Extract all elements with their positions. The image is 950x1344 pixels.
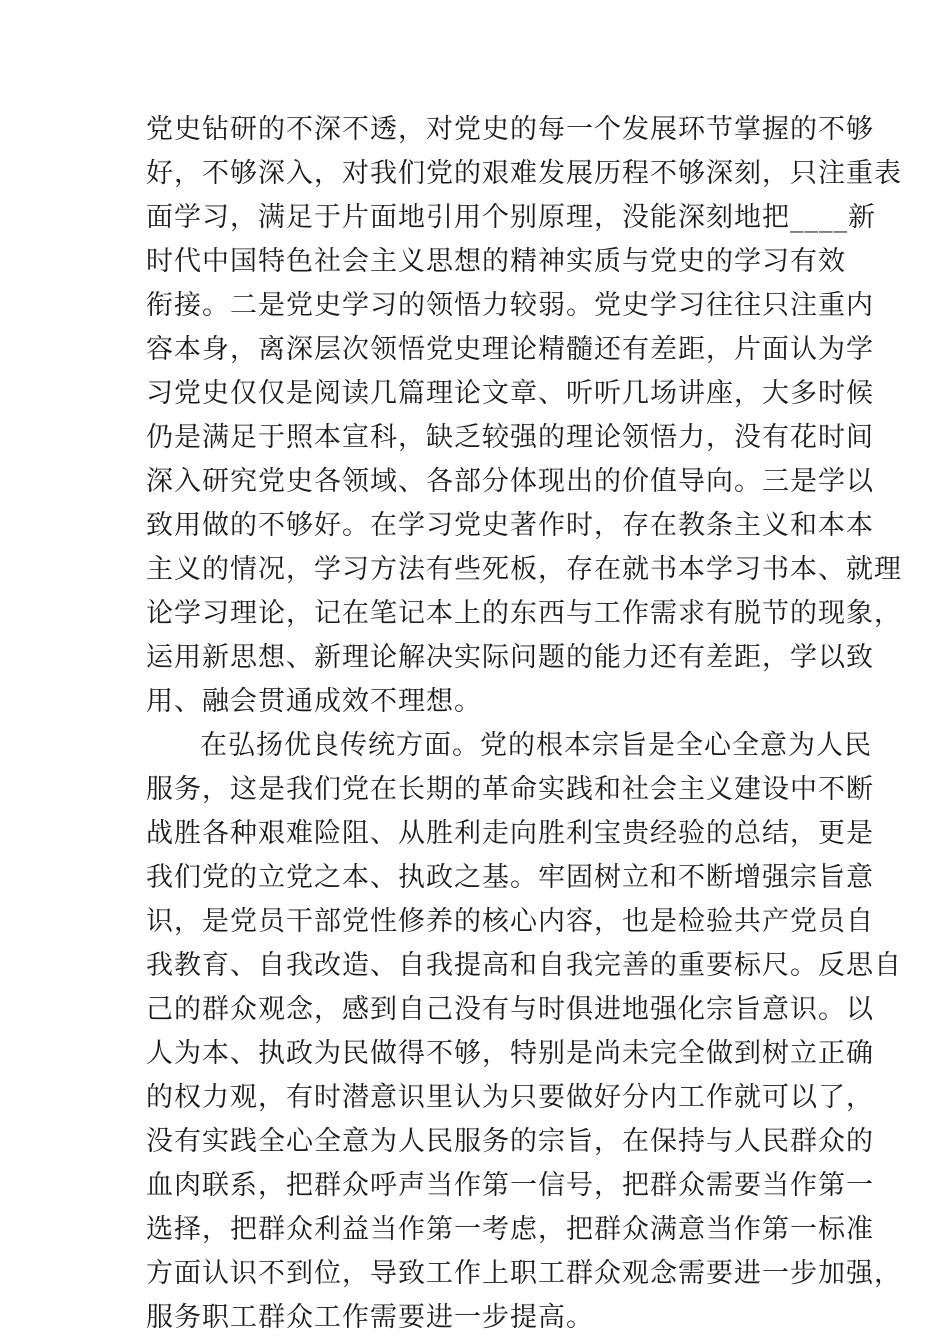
text-line: 深入研究党史各领域、各部分体现出的价值导向。三是学以 <box>146 466 874 497</box>
text-line: 在弘扬优良传统方面。党的根本宗旨是全心全意为人民 <box>200 730 872 761</box>
text-line: 好，不够深入，对我们党的艰难发展历程不够深刻，只注重表 <box>146 158 902 189</box>
text-line: 用、融会贯通成效不理想。 <box>146 686 482 717</box>
text-line: 战胜各种艰难险阻、从胜利走向胜利宝贵经验的总结，更是 <box>146 818 874 849</box>
text-line: 党史钻研的不深不透，对党史的每一个发展环节掌握的不够 <box>146 114 874 145</box>
text-line: 识，是党员干部党性修养的核心内容，也是检验共产党员自 <box>146 906 874 937</box>
text-line: 习党史仅仅是阅读几篇理论文章、听听几场讲座，大多时候 <box>146 378 874 409</box>
text-line: 仍是满足于照本宣科，缺乏较强的理论领悟力，没有花时间 <box>146 422 874 453</box>
text-line: 致用做的不够好。在学习党史著作时，存在教条主义和本本 <box>146 510 874 541</box>
text-line: 运用新思想、新理论解决实际问题的能力还有差距，学以致 <box>146 642 874 673</box>
text-line: 主义的情况，学习方法有些死板，存在就书本学习书本、就理 <box>146 554 902 585</box>
text-line: 人为本、执政为民做得不够，特别是尚未完全做到树立正确 <box>146 1038 874 1069</box>
text-line: 我教育、自我改造、自我提高和自我完善的重要标尺。反思自 <box>146 950 902 981</box>
text-line: 方面认识不到位，导致工作上职工群众观念需要进一步加强， <box>146 1258 902 1289</box>
paragraph-2 <box>146 724 902 1340</box>
body-text <box>146 108 902 1340</box>
text-line: 选择，把群众利益当作第一考虑，把群众满意当作第一标准 <box>146 1214 874 1245</box>
paragraph-1 <box>146 108 902 724</box>
text-line: 服务，这是我们党在长期的革命实践和社会主义建设中不断 <box>146 774 874 805</box>
text-line: 的权力观，有时潜意识里认为只要做好分内工作就可以了， <box>146 1082 874 1113</box>
text-line: 面学习，满足于片面地引用个别原理，没能深刻地把____新 <box>146 202 876 233</box>
text-line: 没有实践全心全意为人民服务的宗旨，在保持与人民群众的 <box>146 1126 874 1157</box>
text-line: 容本身，离深层次领悟党史理论精髓还有差距，片面认为学 <box>146 334 874 365</box>
text-line: 时代中国特色社会主义思想的精神实质与党史的学习有效 <box>146 246 846 277</box>
text-line: 我们党的立党之本、执政之基。牢固树立和不断增强宗旨意 <box>146 862 874 893</box>
text-line: 论学习理论，记在笔记本上的东西与工作需求有脱节的现象， <box>146 598 902 629</box>
text-line: 己的群众观念，感到自己没有与时俱进地强化宗旨意识。以 <box>146 994 874 1025</box>
text-line: 衔接。二是党史学习的领悟力较弱。党史学习往往只注重内 <box>146 290 874 321</box>
text-line: 血肉联系，把群众呼声当作第一信号，把群众需要当作第一 <box>146 1170 874 1201</box>
text-line: 服务职工群众工作需要进一步提高。 <box>146 1302 594 1333</box>
